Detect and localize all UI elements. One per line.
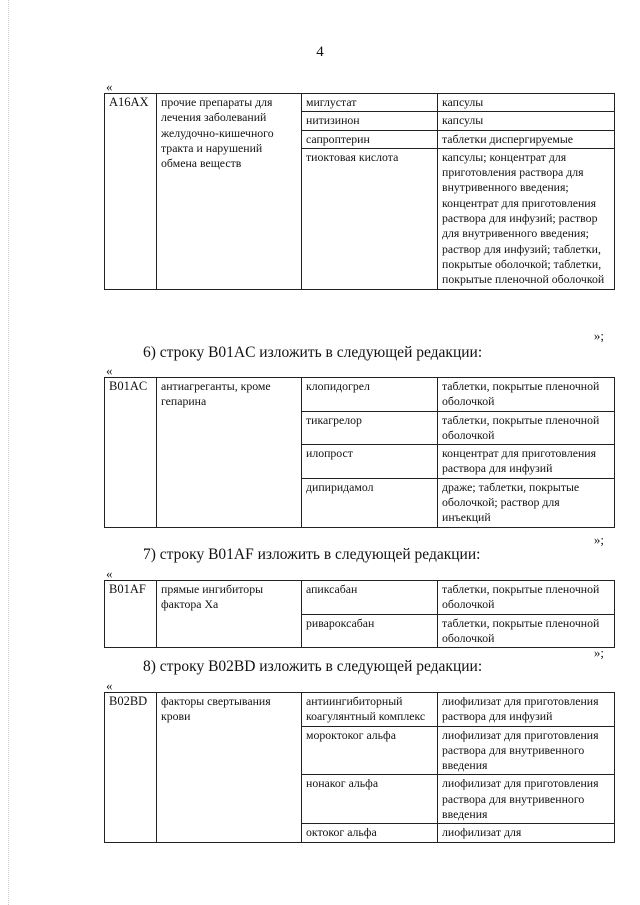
dosage-form: лиофилизат для приготовления раствора для инфузий (438, 693, 615, 727)
table-row (105, 693, 615, 727)
drug-name: нитизинон (302, 112, 438, 130)
open-quote: « (106, 566, 113, 581)
instruction-heading: 7) строку B01AF изложить в следующей редакции: (143, 546, 481, 563)
close-quote: »; (593, 328, 604, 343)
drug-name: октоког альфа (302, 824, 438, 842)
atc-code: B01AF (105, 581, 157, 648)
table-b01ac (104, 377, 615, 528)
drug-name: тикагрелор (302, 411, 438, 445)
dosage-form: капсулы (438, 112, 615, 130)
drug-name: миглустат (302, 94, 438, 112)
dosage-form: таблетки, покрытые пленочной оболочкой (438, 378, 615, 412)
dosage-form: таблетки, покрытые пленочной оболочкой (438, 411, 615, 445)
drug-name: илопрост (302, 445, 438, 479)
table-b01af (104, 580, 615, 648)
dosage-form: таблетки диспергируемые (438, 130, 615, 148)
page-number: 4 (316, 44, 324, 60)
group-name: прочие препараты для лечения заболеваний желудочно-кишечного тракта и нарушений обмена веществ (157, 94, 302, 290)
table-row (105, 581, 615, 615)
drug-name: дипиридамол (302, 478, 438, 527)
table-b02bd (104, 692, 615, 843)
dosage-form: драже; таблетки, покрытые оболочкой; раствор для инъекций (438, 478, 615, 527)
close-quote: »; (593, 532, 604, 547)
drug-name: ривароксабан (302, 614, 438, 648)
dosage-form: концентрат для приготовления раствора для инфузий (438, 445, 615, 479)
dosage-form: лиофилизат для приготовления раствора для внутривенного введения (438, 775, 615, 824)
open-quote: « (106, 79, 113, 94)
instruction-heading: 8) строку B02BD изложить в следующей редакции: (143, 658, 483, 675)
instruction-heading: 6) строку B01AC изложить в следующей редакции: (143, 344, 483, 361)
open-quote: « (106, 363, 113, 378)
table-row (105, 94, 615, 112)
drug-name: сапроптерин (302, 130, 438, 148)
table-row (105, 378, 615, 412)
drug-name: антиингибиторный коагулянтный комплекс (302, 693, 438, 727)
dosage-form: лиофилизат для приготовления раствора для внутривенного введения (438, 726, 615, 775)
atc-code: B02BD (105, 693, 157, 843)
drug-name: тиоктовая кислота (302, 148, 438, 289)
dosage-form: таблетки, покрытые пленочной оболочкой (438, 614, 615, 648)
dosage-form: капсулы; концентрат для приготовления раствора для внутривенного введения; концентрат для приготовления раствора для инфузий; раствор для внутривенного введения; раствор для инфузий; таблетки, покрытые оболочкой; таблетки, покрытые пленочной оболочкой (438, 148, 615, 289)
dosage-form: капсулы (438, 94, 615, 112)
drug-name: нонаког альфа (302, 775, 438, 824)
atc-code: A16AX (105, 94, 157, 290)
group-name: прямые ингибиторы фактора Xa (157, 581, 302, 648)
dosage-form: таблетки, покрытые пленочной оболочкой (438, 581, 615, 615)
table-a16ax (104, 93, 615, 290)
open-quote: « (106, 678, 113, 693)
drug-name: клопидогрел (302, 378, 438, 412)
group-name: антиагреганты, кроме гепарина (157, 378, 302, 528)
close-quote: »; (593, 645, 604, 660)
drug-name: мороктоког альфа (302, 726, 438, 775)
atc-code: B01AC (105, 378, 157, 528)
group-name: факторы свертывания крови (157, 693, 302, 843)
dosage-form: лиофилизат для (438, 824, 615, 842)
margin-line (8, 0, 9, 905)
drug-name: апиксабан (302, 581, 438, 615)
